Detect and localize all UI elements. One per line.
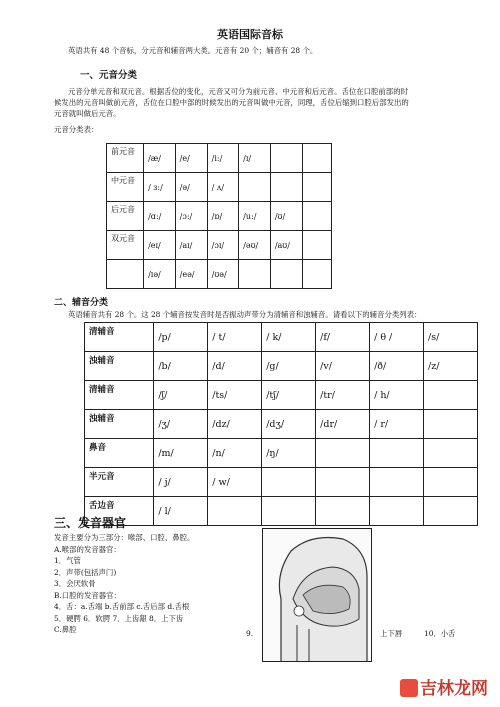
- phoneme-cell: [302, 231, 331, 260]
- vowel-table: [106, 143, 332, 289]
- row-label: 清辅音: [85, 381, 154, 410]
- phoneme-cell: /s/: [424, 323, 478, 352]
- table-row: [85, 468, 478, 497]
- table-row: [107, 173, 332, 202]
- organs-b10: 10．小舌: [424, 629, 456, 638]
- phoneme-cell: [270, 260, 302, 289]
- phoneme-cell: [270, 144, 302, 173]
- consonant-para: 英语辅音共有 28 个。这 28 个辅音按发音时是否振动声带分为清辅音和浊辅音。请看以下的辅音分类列表：: [68, 310, 422, 319]
- vocal-tract-figure: [263, 529, 371, 661]
- watermark-logo: [400, 674, 488, 699]
- phoneme-cell: [262, 497, 316, 526]
- phoneme-cell: / θ /: [370, 323, 424, 352]
- phoneme-cell: [316, 468, 370, 497]
- phoneme-cell: /tʃ/: [262, 381, 316, 410]
- table-row: [85, 410, 478, 439]
- phoneme-cell: / k/: [262, 323, 316, 352]
- row-label: 鼻音: [85, 439, 154, 468]
- phoneme-cell: /aʊ/: [270, 231, 302, 260]
- table-row: [107, 231, 332, 260]
- phoneme-cell: / t/: [208, 323, 262, 352]
- phoneme-cell: /ɒ/: [207, 202, 239, 231]
- phoneme-cell: [208, 497, 262, 526]
- phoneme-cell: /ɔɪ/: [207, 231, 239, 260]
- phoneme-cell: [270, 173, 302, 202]
- vowel-para-2: 候发出的元音叫做前元音，舌位在口腔中部的时候发出的元音叫做中元音，同理，舌位后缩到口腔后部发出的: [54, 98, 409, 107]
- phoneme-cell: /ts/: [208, 381, 262, 410]
- phoneme-cell: /e/: [175, 144, 207, 173]
- phoneme-cell: [370, 497, 424, 526]
- phoneme-cell: /m/: [154, 439, 208, 468]
- phoneme-cell: /ɔ:/: [175, 202, 207, 231]
- organs-a2: 2．声带(包括声门): [54, 567, 117, 577]
- intro-text: 英语共有 48 个音标，分元音和辅音两大类。元音有 20 个；辅音有 28 个。: [68, 46, 318, 55]
- phoneme-cell: /i:/: [207, 144, 239, 173]
- consonant-heading: 二、辅音分类: [54, 298, 109, 308]
- organs-b-heading: B.口腔的发音器官：: [54, 590, 121, 600]
- phoneme-cell: /d/: [208, 352, 262, 381]
- row-label: 半元音: [85, 468, 154, 497]
- phoneme-cell: /ɪə/: [144, 260, 176, 289]
- table-row: [107, 260, 332, 289]
- phoneme-cell: /ʊə/: [207, 260, 239, 289]
- organs-lips: 上下唇: [380, 629, 403, 638]
- organs-a-heading: A.喉部的发音器官：: [54, 544, 121, 554]
- phoneme-cell: /u:/: [239, 202, 271, 231]
- row-label: 前元音: [107, 144, 144, 173]
- watermark-text: 吉林龙网: [420, 679, 488, 699]
- phoneme-cell: /ɑ:/: [144, 202, 176, 231]
- phoneme-cell: /v/: [316, 352, 370, 381]
- table-row: [85, 352, 478, 381]
- organs-c-heading: C.鼻腔: [54, 625, 77, 634]
- phoneme-cell: /dr/: [316, 410, 370, 439]
- organs-list: [54, 532, 260, 636]
- vowel-para-1: 元音分单元音和双元音。根据舌位的变化，元音又可分为前元音、中元音和后元音。舌位在口腔前部的时: [68, 87, 408, 96]
- phoneme-cell: /eɪ/: [144, 231, 176, 260]
- phoneme-cell: [370, 468, 424, 497]
- phoneme-cell: /ʒ/: [154, 410, 208, 439]
- consonant-table: [84, 322, 478, 526]
- table-row: [85, 497, 478, 526]
- phoneme-cell: [424, 410, 478, 439]
- phoneme-cell: /dz/: [208, 410, 262, 439]
- phoneme-cell: [302, 260, 331, 289]
- phoneme-cell: /b/: [154, 352, 208, 381]
- phoneme-cell: / ɜ:/: [144, 173, 176, 202]
- phoneme-cell: /z/: [424, 352, 478, 381]
- row-label: 浊辅音: [85, 352, 154, 381]
- phoneme-cell: /æ/: [144, 144, 176, 173]
- phoneme-cell: /p/: [154, 323, 208, 352]
- organs-b9: 9.: [246, 629, 254, 638]
- phoneme-cell: /ʃ/: [154, 381, 208, 410]
- table-row: [107, 144, 332, 173]
- phoneme-cell: [302, 144, 331, 173]
- organs-intro: 发音主要分为三部分：喉部、口腔、鼻腔。: [54, 533, 195, 542]
- phoneme-cell: /ŋ/: [262, 439, 316, 468]
- organs-a3: 3．会厌软骨: [54, 579, 96, 588]
- page-title: 英语国际音标: [217, 28, 283, 41]
- row-label: 舌边音: [85, 497, 154, 526]
- phoneme-cell: [262, 468, 316, 497]
- organs-b5: 5．硬腭 6．软腭 7．上齿龈 8．上下齿: [54, 613, 184, 623]
- phoneme-cell: /f/: [316, 323, 370, 352]
- phoneme-cell: [424, 497, 478, 526]
- row-label: [107, 260, 144, 289]
- table-row: [85, 381, 478, 410]
- phoneme-cell: / r/: [370, 410, 424, 439]
- phoneme-cell: /tr/: [316, 381, 370, 410]
- vowel-table-label: 元音分类表：: [54, 125, 99, 134]
- phoneme-cell: [239, 260, 271, 289]
- vocal-tract-diagram: [262, 528, 372, 662]
- phoneme-cell: / w/: [208, 468, 262, 497]
- row-label: 清辅音: [85, 323, 154, 352]
- row-label: 双元音: [107, 231, 144, 260]
- table-row: [107, 202, 332, 231]
- phoneme-cell: /n/: [208, 439, 262, 468]
- organs-b4: 4．舌：a.舌端 b.舌前部 c.舌后部 d.舌根: [54, 602, 190, 611]
- row-label: 中元音: [107, 173, 144, 202]
- phoneme-cell: / l/: [154, 497, 208, 526]
- phoneme-cell: [424, 468, 478, 497]
- phoneme-cell: /g/: [262, 352, 316, 381]
- table-row: [85, 323, 478, 352]
- phoneme-cell: /ʊ/: [270, 202, 302, 231]
- row-label: 后元音: [107, 202, 144, 231]
- table-row: [85, 439, 478, 468]
- phoneme-cell: [316, 497, 370, 526]
- organs-a1: 1．气管: [54, 556, 81, 565]
- phoneme-cell: / j/: [154, 468, 208, 497]
- row-label: 浊辅音: [85, 410, 154, 439]
- phoneme-cell: /ə/: [175, 173, 207, 202]
- organs-heading: 三、发音器官: [54, 516, 127, 530]
- phoneme-cell: [424, 381, 478, 410]
- phoneme-cell: /aɪ/: [175, 231, 207, 260]
- phoneme-cell: [302, 173, 331, 202]
- phoneme-cell: / ʌ/: [207, 173, 239, 202]
- vowel-heading: 一、元音分类: [80, 70, 138, 81]
- phoneme-cell: / h/: [370, 381, 424, 410]
- vowel-para-3: 元音就叫做后元音。: [54, 109, 121, 118]
- phoneme-cell: /ð/: [370, 352, 424, 381]
- phoneme-cell: /eə/: [175, 260, 207, 289]
- phoneme-cell: [316, 439, 370, 468]
- phoneme-cell: /ɪ/: [239, 144, 271, 173]
- phoneme-cell: [370, 439, 424, 468]
- logo-icon: [400, 679, 418, 697]
- phoneme-cell: /dʒ/: [262, 410, 316, 439]
- phoneme-cell: [424, 439, 478, 468]
- phoneme-cell: /əʊ/: [239, 231, 271, 260]
- phoneme-cell: [239, 173, 271, 202]
- phoneme-cell: [302, 202, 331, 231]
